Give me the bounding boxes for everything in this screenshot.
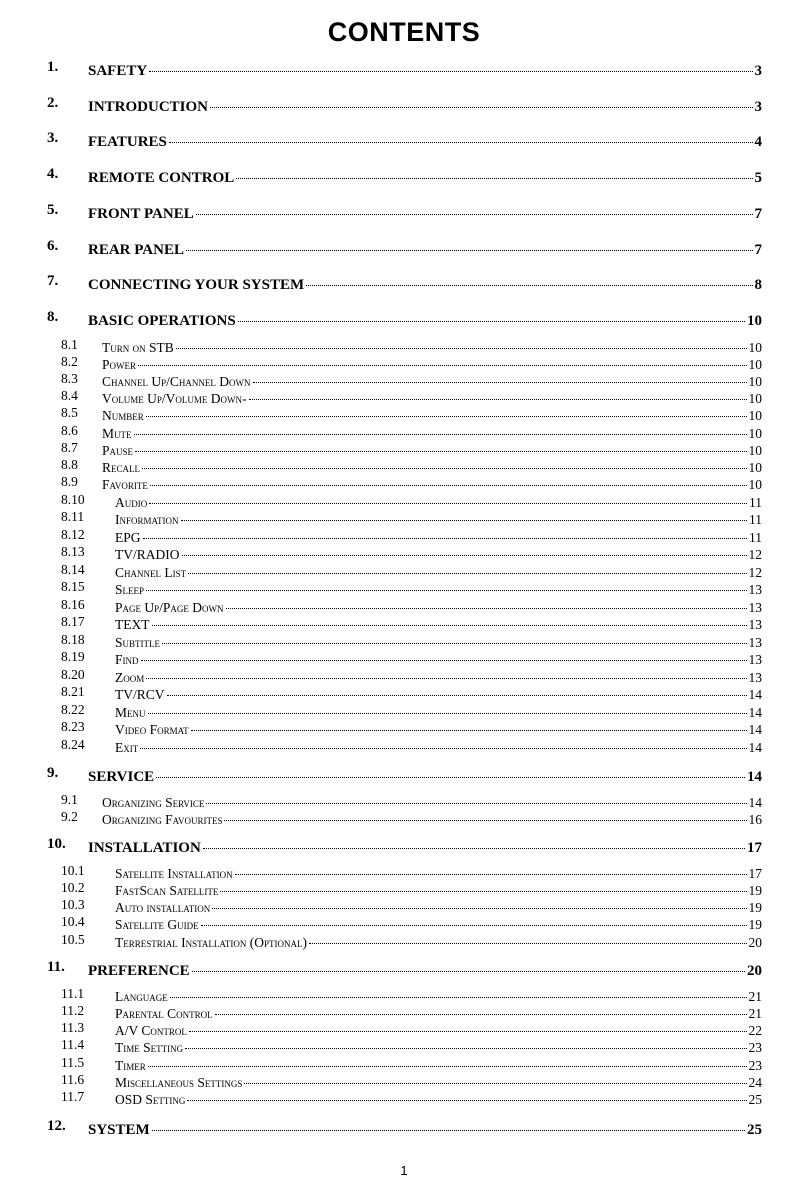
toc-section-row[interactable] (0, 130, 808, 151)
toc-entry-number: 8.7 (61, 440, 78, 455)
toc-entry-number: 8.3 (61, 371, 78, 386)
toc-section-row[interactable] (0, 95, 808, 116)
dot-leader (189, 1017, 747, 1032)
toc-entry-number: 10.5 (61, 932, 85, 947)
toc-entry-page: 10 (748, 339, 762, 355)
toc-entry-page: 17 (748, 865, 762, 881)
dot-leader (186, 235, 753, 251)
toc-entry-title: PREFERENCE (88, 963, 190, 979)
dot-leader (148, 1052, 747, 1067)
toc-section-row[interactable] (0, 273, 808, 294)
dot-leader (149, 489, 747, 504)
toc-entry-title: FastScan Satellite (115, 882, 219, 898)
toc-entry-title: OSD Setting (115, 1091, 186, 1107)
dot-leader (187, 1086, 746, 1101)
dot-leader (134, 420, 747, 435)
toc-entry-number: 8.21 (61, 684, 85, 699)
toc-entry-number: 8.23 (61, 719, 85, 734)
dot-leader (215, 1000, 747, 1015)
toc-entry-title: SAFETY (88, 63, 148, 79)
toc-entry-page: 22 (748, 1022, 762, 1038)
toc-section-row[interactable] (0, 1118, 808, 1139)
toc-entry-title: REMOTE CONTROL (88, 170, 235, 186)
dot-leader (148, 699, 747, 714)
toc-entry-page: 10 (747, 313, 762, 329)
dot-leader (152, 1115, 745, 1131)
toc-entry-title: Time Setting (115, 1039, 184, 1055)
toc-entry-page: 21 (748, 1005, 762, 1021)
toc-entry-page: 20 (748, 934, 762, 950)
toc-entry-page: 13 (748, 669, 762, 685)
toc-entry-number: 8.16 (61, 597, 85, 612)
toc-entry-page: 10 (748, 442, 762, 458)
toc-entry-page: 10 (748, 407, 762, 423)
dot-leader (236, 163, 752, 179)
toc-entry-number: 8.10 (61, 492, 85, 507)
toc-entry-title: SERVICE (88, 769, 155, 785)
toc-entry-number: 10.3 (61, 897, 85, 912)
dot-leader (170, 983, 747, 998)
toc-entry-page: 13 (748, 651, 762, 667)
toc-entry-title: EPG (115, 529, 141, 545)
toc-entry-title: Miscellaneous Settings (115, 1074, 243, 1090)
dot-leader (169, 127, 753, 143)
toc-entry-page: 23 (748, 1039, 762, 1055)
dot-leader (176, 334, 747, 349)
toc-entry-page: 8 (754, 277, 762, 293)
toc-entry-title: Pause (102, 442, 134, 458)
dot-leader (238, 306, 745, 322)
toc-entry-title: TEXT (115, 616, 150, 632)
toc-entry-page: 12 (748, 546, 762, 562)
toc-subsection-row[interactable] (0, 809, 808, 828)
toc-entry-number: 11.5 (61, 1055, 85, 1070)
toc-entry-number: 8.6 (61, 423, 78, 438)
dot-leader (196, 199, 753, 215)
dot-leader (244, 1069, 746, 1084)
toc-entry-page: 14 (748, 704, 762, 720)
toc-entry-page: 14 (747, 769, 762, 785)
toc-entry-number: 5. (47, 202, 59, 218)
toc-entry-number: 10.4 (61, 914, 85, 929)
dot-leader (235, 860, 747, 875)
toc-entry-page: 20 (747, 963, 762, 979)
toc-subsection-row[interactable] (0, 1089, 808, 1108)
dot-leader (210, 92, 752, 108)
toc-entry-page: 11 (749, 494, 762, 510)
toc-entry-number: 8.22 (61, 702, 85, 717)
toc-entry-number: 11.2 (61, 1003, 85, 1018)
dot-leader (167, 681, 747, 696)
toc-entry-title: Mute (102, 425, 132, 441)
toc-entry-page: 11 (749, 529, 762, 545)
toc-entry-title: Volume Up/Volume Down- (102, 390, 247, 406)
toc-entry-number: 8.20 (61, 667, 85, 682)
toc-entry-number: 9. (47, 765, 59, 781)
toc-entry-page: 7 (754, 242, 762, 258)
dot-leader (226, 594, 747, 609)
toc-entry-title: Video Format (115, 721, 189, 737)
dot-leader (188, 559, 746, 574)
dot-leader (138, 351, 746, 366)
toc-entry-title: Information (115, 511, 179, 527)
toc-entry-page: 7 (754, 206, 762, 222)
dot-leader (253, 368, 747, 383)
toc-entry-number: 8.17 (61, 614, 85, 629)
dot-leader (181, 506, 747, 521)
dot-leader (150, 471, 747, 486)
toc-entry-page: 10 (748, 459, 762, 475)
toc-entry-page: 4 (754, 134, 762, 150)
toc-entry-number: 8.13 (61, 544, 85, 559)
dot-leader (201, 911, 747, 926)
dot-leader (182, 541, 747, 556)
toc-entry-title: Recall (102, 459, 140, 475)
toc-entry-title: INTRODUCTION (88, 99, 209, 115)
toc-entry-title: SYSTEM (88, 1122, 150, 1138)
toc-entry-page: 5 (754, 170, 762, 186)
toc-entry-page: 14 (748, 686, 762, 702)
dot-leader (249, 385, 747, 400)
toc-entry-number: 11.6 (61, 1072, 85, 1087)
toc-entry-title: Channel List (115, 564, 187, 580)
toc-entry-title: Organizing Favourites (102, 811, 223, 827)
toc-entry-page: 19 (748, 899, 762, 915)
toc-entry-title: Exit (115, 739, 139, 755)
dot-leader (203, 833, 745, 849)
page-title: CONTENTS (327, 17, 481, 47)
toc-entry-title: A/V Control (115, 1022, 187, 1038)
toc-entry-title: BASIC OPERATIONS (88, 313, 236, 329)
toc-entry-page: 10 (748, 356, 762, 372)
toc-section-row[interactable] (0, 166, 808, 187)
toc-entry-page: 16 (748, 811, 762, 827)
toc-section-row[interactable] (0, 309, 808, 330)
toc-entry-title: FEATURES (88, 134, 167, 150)
dot-leader (146, 402, 747, 417)
dot-leader (140, 734, 746, 749)
toc-entry-page: 13 (748, 634, 762, 650)
toc-entry-page: 14 (748, 794, 762, 810)
toc-entry-number: 8.24 (61, 737, 85, 752)
toc-entry-title: Organizing Service (102, 794, 205, 810)
toc-entry-title: INSTALLATION (88, 840, 201, 856)
toc-entry-title: Subtitle (115, 634, 160, 650)
toc-entry-title: Auto installation (115, 899, 211, 915)
toc-entry-number: 10. (47, 836, 66, 852)
dot-leader (306, 270, 752, 286)
toc-section-row[interactable] (0, 59, 808, 80)
dot-leader (143, 524, 747, 539)
toc-entry-number: 8.19 (61, 649, 85, 664)
toc-entry-number: 8.11 (61, 509, 85, 524)
page-number: 1 (400, 1163, 408, 1178)
toc-entry-number: 8.12 (61, 527, 85, 542)
toc-entry-page: 13 (748, 616, 762, 632)
toc-entry-number: 12. (47, 1118, 66, 1134)
toc-entry-title: Number (102, 407, 144, 423)
toc-entry-page: 12 (748, 564, 762, 580)
toc-entry-number: 2. (47, 95, 59, 111)
toc-entry-title: Favorite (102, 476, 148, 492)
dot-leader (135, 437, 746, 452)
toc-entry-page: 10 (748, 425, 762, 441)
dot-leader (220, 877, 746, 892)
dot-leader (185, 1034, 746, 1049)
toc-entry-page: 3 (754, 99, 762, 115)
toc-entry-page: 10 (748, 373, 762, 389)
toc-entry-title: Page Up/Page Down (115, 599, 224, 615)
toc-entry-number: 8.2 (61, 354, 78, 369)
toc-entry-number: 8.8 (61, 457, 78, 472)
toc-entry-title: Channel Up/Channel Down (102, 373, 251, 389)
toc-entry-page: 19 (748, 916, 762, 932)
toc-entry-page: 13 (748, 581, 762, 597)
toc-entry-number: 7. (47, 273, 59, 289)
toc-entry-page: 25 (748, 1091, 762, 1107)
dot-leader (146, 664, 746, 679)
toc-entry-title: Audio (115, 494, 148, 510)
toc-entry-number: 6. (47, 238, 59, 254)
dot-leader (212, 894, 746, 909)
toc-entry-title: REAR PANEL (88, 242, 184, 258)
toc-section-row[interactable] (0, 959, 808, 980)
dot-leader (152, 611, 747, 626)
toc-entry-title: Turn on STB (102, 339, 174, 355)
toc-entry-title: TV/RCV (115, 686, 165, 702)
toc-entry-number: 11.7 (61, 1089, 85, 1104)
toc-entry-page: 3 (754, 63, 762, 79)
toc-entry-number: 8.18 (61, 632, 85, 647)
toc-entry-number: 3. (47, 130, 59, 146)
dot-leader (149, 56, 752, 72)
dot-leader (146, 576, 746, 591)
toc-entry-number: 1. (47, 59, 59, 75)
toc-entry-number: 11.3 (61, 1020, 85, 1035)
toc-entry-title: Power (102, 356, 137, 372)
toc-entry-title: Sleep (115, 581, 145, 597)
dot-leader (206, 789, 746, 804)
dot-leader (309, 929, 746, 944)
toc-entry-title: Parental Control (115, 1005, 213, 1021)
toc-section-row[interactable] (0, 836, 808, 857)
toc-entry-number: 8. (47, 309, 59, 325)
dot-leader (224, 806, 746, 821)
toc-entry-page: 24 (748, 1074, 762, 1090)
toc-section-row[interactable] (0, 202, 808, 223)
toc-entry-title: TV/RADIO (115, 546, 180, 562)
toc-entry-page: 23 (748, 1057, 762, 1073)
toc-entry-page: 13 (748, 599, 762, 615)
toc-entry-page: 25 (747, 1122, 762, 1138)
toc-entry-page: 10 (748, 476, 762, 492)
toc-entry-title: Satellite Installation (115, 865, 233, 881)
toc-section-row[interactable] (0, 238, 808, 259)
toc-entry-page: 14 (748, 721, 762, 737)
toc-entry-number: 10.1 (61, 863, 85, 878)
toc-entry-number: 8.4 (61, 388, 78, 403)
toc-entry-title: Satellite Guide (115, 916, 199, 932)
toc-entry-number: 11.1 (61, 986, 85, 1001)
toc-entry-number: 9.2 (61, 809, 78, 824)
toc-entry-number: 4. (47, 166, 59, 182)
dot-leader (192, 956, 745, 972)
dot-leader (142, 454, 747, 469)
toc-subsection-row[interactable] (0, 932, 808, 951)
toc-entry-number: 8.14 (61, 562, 85, 577)
dot-leader (141, 646, 747, 661)
dot-leader (191, 716, 747, 731)
toc-entry-title: Timer (115, 1057, 146, 1073)
toc-entry-number: 10.2 (61, 880, 85, 895)
toc-entry-title: Language (115, 988, 168, 1004)
toc-entry-title: Menu (115, 704, 146, 720)
toc-entry-title: FRONT PANEL (88, 206, 194, 222)
toc-entry-number: 8.1 (61, 337, 78, 352)
toc-entry-number: 8.15 (61, 579, 85, 594)
toc-section-row[interactable] (0, 765, 808, 786)
toc-entry-number: 8.9 (61, 474, 78, 489)
toc-entry-title: Zoom (115, 669, 145, 685)
toc-entry-number: 9.1 (61, 792, 78, 807)
toc-entry-title: Find (115, 651, 139, 667)
toc-entry-title: CONNECTING YOUR SYSTEM (88, 277, 305, 293)
toc-entry-page: 19 (748, 882, 762, 898)
dot-leader (162, 629, 747, 644)
toc-entry-number: 8.5 (61, 405, 78, 420)
toc-entry-page: 17 (747, 840, 762, 856)
toc-entry-number: 11.4 (61, 1037, 85, 1052)
toc-entry-page: 21 (748, 988, 762, 1004)
toc-entry-page: 14 (748, 739, 762, 755)
toc-entry-page: 11 (749, 511, 762, 527)
dot-leader (156, 762, 745, 778)
toc-entry-title: Terrestrial Installation (Optional) (115, 934, 308, 950)
toc-entry-number: 11. (47, 959, 65, 975)
toc-entry-page: 10 (748, 390, 762, 406)
toc-subsection-row[interactable] (0, 737, 808, 756)
